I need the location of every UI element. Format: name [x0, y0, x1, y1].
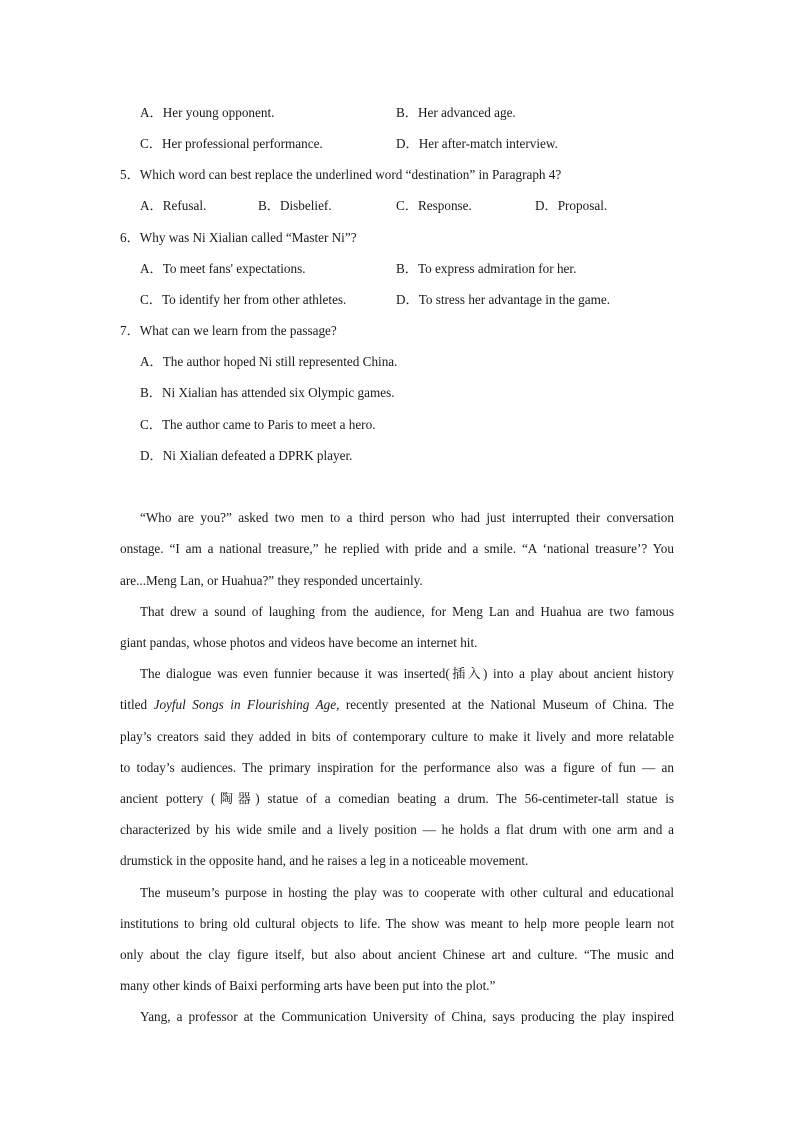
- q6-option-b: B．To express admiration for her.: [396, 261, 577, 276]
- q4-option-b: B．Her advanced age.: [396, 105, 516, 120]
- passage-p4-line4: many other kinds of Baixi performing arts have been put into the plot.”: [120, 978, 496, 993]
- q7-stem: 7．What can we learn from the passage?: [120, 323, 337, 338]
- passage-p4-line1: The museum’s purpose in hosting the play was to cooperate with other cultural and educational: [140, 885, 674, 900]
- q4-option-c: C．Her professional performance.: [140, 136, 323, 151]
- q7-option-b: B．Ni Xialian has attended six Olympic games.: [140, 385, 395, 400]
- passage-p3-line2-pre: titled: [120, 697, 154, 712]
- passage-p3-line7: drumstick in the opposite hand, and he raises a leg in a noticeable movement.: [120, 853, 529, 868]
- passage-p3-line6: characterized by his wide smile and a lively position — he holds a flat drum with one arm and a: [120, 822, 674, 837]
- q7-option-d: D．Ni Xialian defeated a DPRK player.: [140, 448, 353, 463]
- q4-option-a: A．Her young opponent.: [140, 105, 275, 120]
- passage-p4-line3: only about the clay figure itself, but also about ancient Chinese art and culture. “The music and: [120, 947, 674, 962]
- q5-option-b: B．Disbelief.: [258, 198, 332, 213]
- passage-p3-line2-post: recently presented at the National Museum of China. The: [339, 697, 674, 712]
- passage-p5-line1: Yang, a professor at the Communication University of China, says producing the play inspired: [140, 1009, 674, 1024]
- passage-p2-line1: That drew a sound of laughing from the audience, for Meng Lan and Huahua are two famous: [140, 604, 674, 619]
- q6-option-d: D．To stress her advantage in the game.: [396, 292, 611, 307]
- q7-option-c: C．The author came to Paris to meet a hero.: [140, 417, 376, 432]
- passage-p3-line3: play’s creators said they added in bits of contemporary culture to make it lively and more relatable: [120, 729, 674, 744]
- q6-option-c: C．To identify her from other athletes.: [140, 292, 347, 307]
- play-title: Joyful Songs in Flourishing Age,: [153, 697, 340, 712]
- q6-stem: 6．Why was Ni Xialian called “Master Ni”?: [120, 230, 357, 245]
- q7-option-a: A．The author hoped Ni still represented China.: [140, 354, 398, 369]
- passage-p3-line1: The dialogue was even funnier because it was inserted(插入) into a play about ancient history: [140, 666, 674, 681]
- passage-p3-line2: [120, 697, 674, 713]
- q5-option-d: D．Proposal.: [535, 198, 608, 213]
- q5-option-c: C．Response.: [396, 198, 472, 213]
- q5-option-a: A．Refusal.: [140, 198, 207, 213]
- passage-p4-line2: institutions to bring old cultural objects to life. The show was meant to help more people learn not: [120, 916, 674, 931]
- q4-option-d: D．Her after-match interview.: [396, 136, 558, 151]
- q6-option-a: A．To meet fans' expectations.: [140, 261, 306, 276]
- passage-p3-line5: ancient pottery (陶器) statue of a comedian beating a drum. The 56-centimeter-tall statue is: [120, 791, 674, 806]
- passage-p1-line3: are...Meng Lan, or Huahua?” they responded uncertainly.: [120, 573, 423, 588]
- passage-p1-line2: onstage. “I am a national treasure,” he replied with pride and a smile. “A ‘national treasure’? You: [120, 541, 674, 556]
- passage-p1-line1: “Who are you?” asked two men to a third person who had just interrupted their conversation: [140, 510, 674, 525]
- passage-p2-line2: giant pandas, whose photos and videos have become an internet hit.: [120, 635, 478, 650]
- q5-stem: 5．Which word can best replace the underlined word “destination” in Paragraph 4?: [120, 167, 562, 182]
- passage-p3-line4: to today’s audiences. The primary inspiration for the performance also was a figure of fun — an: [120, 760, 674, 775]
